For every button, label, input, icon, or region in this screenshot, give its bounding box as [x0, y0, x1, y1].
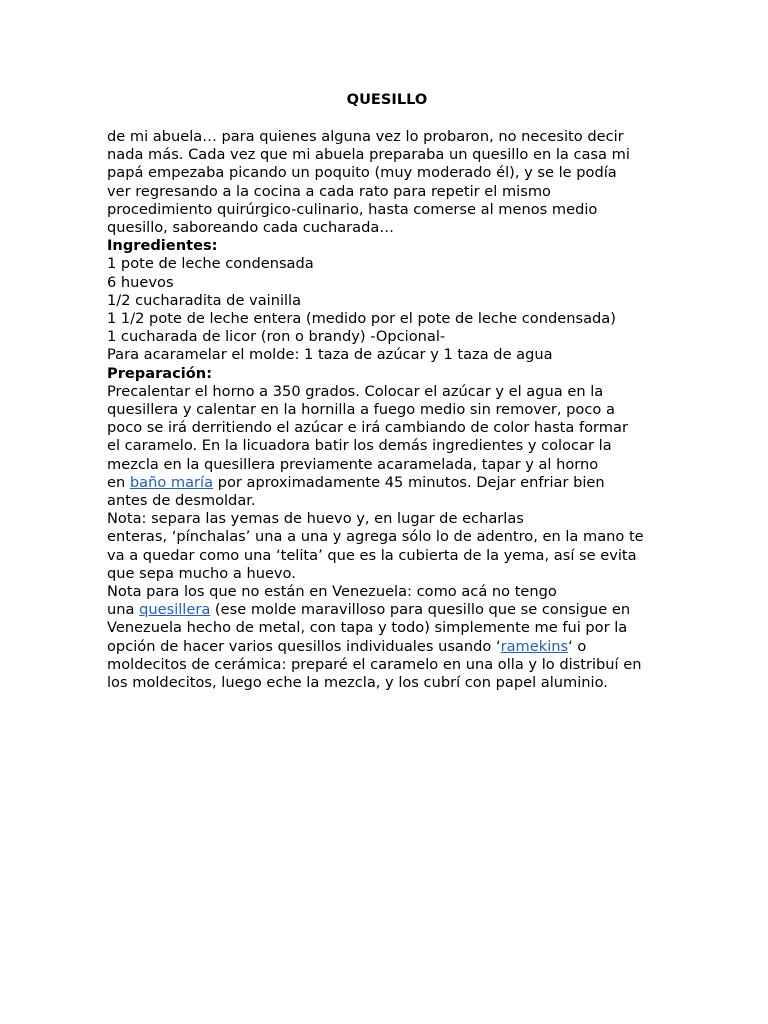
note-text: opción de hacer varios quesillos individuales usando ‘ [107, 637, 501, 655]
intro-line: ver regresando a la cocina a cada rato para repetir el mismo [107, 182, 551, 200]
intro-paragraph [107, 128, 667, 237]
preparation-text: en [107, 473, 130, 491]
note-line: que sepa mucho a huevo. [107, 564, 296, 582]
note-line: va a quedar como una ‘telita’ que es la cubierta de la yema, así se evita [107, 546, 637, 564]
intro-line: quesillo, saboreando cada cucharada… [107, 219, 394, 237]
note-line [107, 601, 667, 619]
note-line: los moldecitos, luego eche la mezcla, y los cubrí con papel aluminio. [107, 674, 608, 692]
ingredient-item: 1 1/2 pote de leche entera (medido por el pote de leche condensada) [107, 310, 616, 328]
ingredient-item: Para acaramelar el molde: 1 taza de azúcar y 1 taza de agua [107, 346, 553, 364]
preparation-paragraph [107, 383, 667, 510]
ingredient-item: 1/2 cucharadita de vainilla [107, 291, 302, 309]
note-text: (ese molde maravilloso para quesillo que se consigue en [210, 601, 631, 619]
note-line: Nota para los que no están en Venezuela: como acá no tengo [107, 583, 557, 601]
ingredient-item: 6 huevos [107, 273, 174, 291]
preparation-line: Precalentar el horno a 350 grados. Colocar el azúcar y el agua en la [107, 382, 604, 400]
note-line: Nota: separa las yemas de huevo y, en lugar de echarlas [107, 510, 524, 528]
page-title: QUESILLO [346, 91, 428, 108]
ingredients-heading: Ingredientes: [107, 237, 218, 255]
ingredient-item: 1 cucharada de licor (ron o brandy) -Opcional- [107, 328, 446, 346]
bano-maria-link[interactable]: baño maría [129, 473, 214, 491]
preparation-line [107, 474, 667, 492]
preparation-line: mezcla en la quesillera previamente acaramelada, tapar y al horno [107, 455, 599, 473]
preparation-text: por aproximadamente 45 minutos. Dejar enfriar bien [213, 473, 605, 491]
note-text: una [107, 601, 140, 619]
intro-line: papá empezaba picando un poquito (muy moderado él), y se le podía [107, 164, 617, 182]
preparation-line: poco se irá derritiendo el azúcar e irá cambiando de color hasta formar [107, 419, 628, 437]
ingredients-list [107, 255, 667, 364]
preparation-line: quesillera y calentar en la hornilla a fuego medio sin remover, poco a [107, 401, 615, 419]
note-line: moldecitos de cerámica: preparé el caramelo en una olla y lo distribuí en [107, 655, 642, 673]
quesillera-link[interactable]: quesillera [139, 601, 211, 619]
preparation-heading: Preparación: [107, 364, 213, 382]
document-body [107, 90, 667, 692]
note-text: ‘ o [568, 637, 587, 655]
note-line: Venezuela hecho de metal, con tapa y todo) simplemente me fui por la [107, 619, 628, 637]
note-outside-venezuela [107, 583, 667, 692]
intro-line: nada más. Cada vez que mi abuela preparaba un quesillo en la casa mi [107, 146, 630, 164]
preparation-line: el caramelo. En la licuadora batir los demás ingredientes y colocar la [107, 437, 612, 455]
ingredient-item: 1 pote de leche condensada [107, 255, 314, 273]
intro-line: procedimiento quirúrgico-culinario, hasta comerse al menos medio [107, 200, 598, 218]
preparation-line: antes de desmoldar. [107, 492, 256, 510]
ramekins-link[interactable]: ramekins [500, 637, 569, 655]
intro-line: de mi abuela… para quienes alguna vez lo probaron, no necesito decir [107, 128, 624, 145]
note-line: enteras, ‘pínchalas’ una a una y agrega sólo lo de adentro, en la mano te [107, 528, 644, 546]
note-line [107, 638, 667, 656]
note-yolks [107, 510, 667, 583]
